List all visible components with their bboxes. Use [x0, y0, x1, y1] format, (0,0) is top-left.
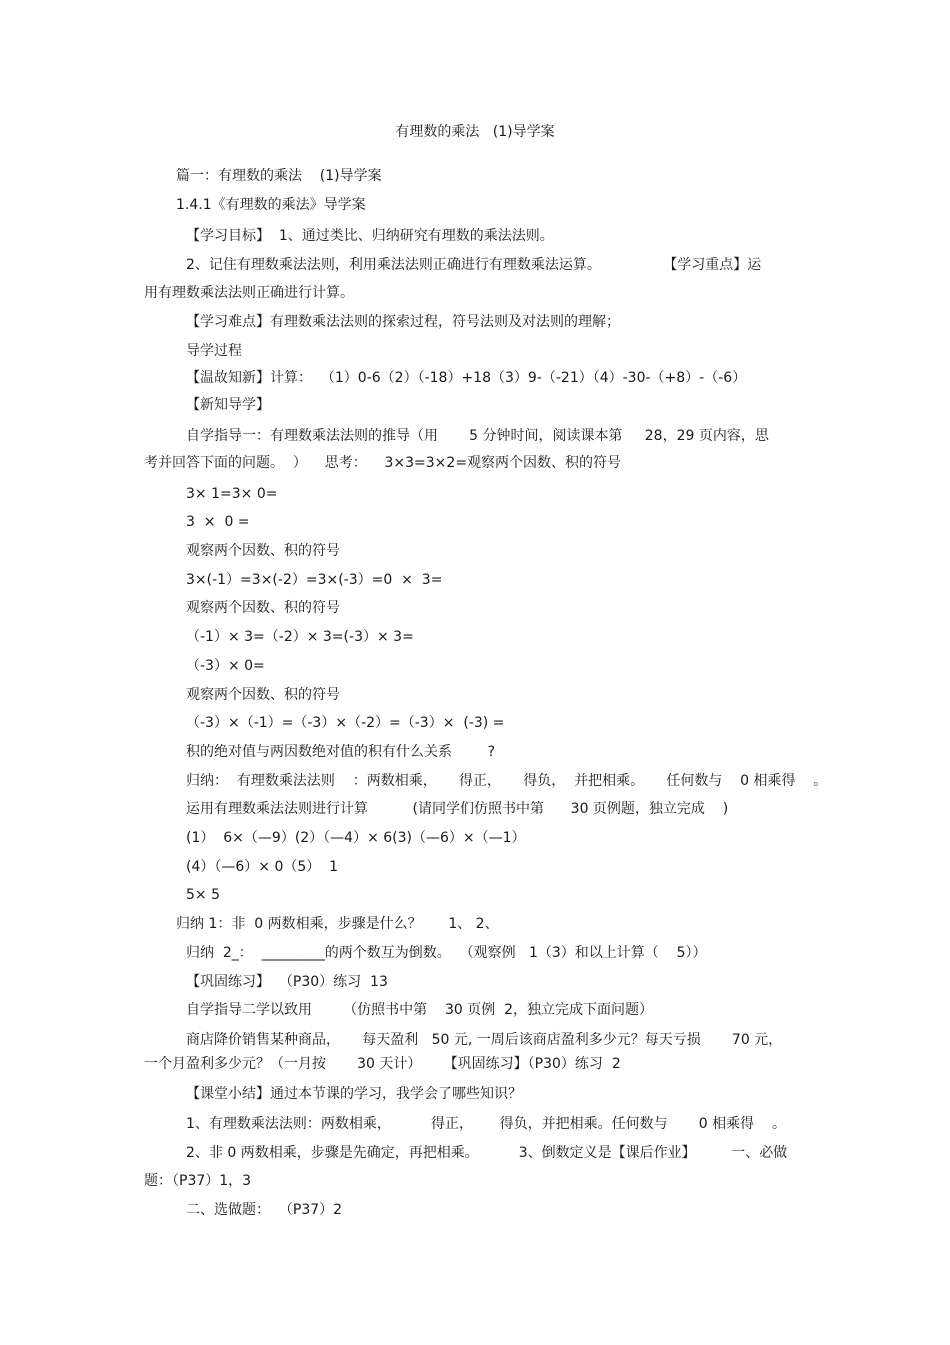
text-line: 3 × 0 =: [186, 514, 250, 530]
text-line: （-3）×（-1）=（-3）×（-2）=（-3）× (-3) =: [186, 715, 505, 731]
text-line: 归纳 1：非 0 两数相乘，步骤是什么？ 1、 2、: [176, 916, 499, 932]
text-line: 考并回答下面的问题。 ） 思考： 3×3=3×2=观察两个因数、积的符号: [144, 455, 622, 471]
page-title: 有理数的乘法 (1)导学案: [395, 124, 555, 140]
text-line: 【学习目标】 1、通过类比、归纳研究有理数的乘法法则。: [186, 228, 554, 244]
text-line: 2、非 0 两数相乘，步骤是先确定，再把相乘。 3、倒数定义是【课后作业】 一、必做: [186, 1145, 788, 1161]
text-line: 观察两个因数、积的符号: [186, 543, 340, 559]
text-line: 1、有理数乘法法则：两数相乘， 得正， 得负，并把相乘。任何数与 0 相乘得 。: [186, 1116, 786, 1132]
text-line: 2、记住有理数乘法法则，利用乘法法则正确进行有理数乘法运算。 【学习重点】运: [186, 257, 762, 273]
text-line: 观察两个因数、积的符号: [186, 600, 340, 616]
text-line: 观察两个因数、积的符号: [186, 687, 340, 703]
text-line: 【巩固练习】 （P30）练习 13: [186, 974, 388, 990]
text-line: （-3）× 0=: [186, 658, 265, 674]
text-line: 二、选做题： （P37）2: [186, 1202, 343, 1218]
subtitle: 1.4.1《有理数的乘法》导学案: [176, 197, 366, 213]
text-line: 【学习难点】有理数乘法法则的探索过程，符号法则及对法则的理解；: [186, 314, 620, 330]
text-line: 用有理数乘法法则正确进行计算。: [144, 285, 354, 301]
text-line: 【温故知新】计算： （1）0-6（2）（-18）+18（3）9-（-21）（4）-30-（+8）-（-6）: [186, 370, 747, 386]
text-line: (1） 6×（—9）(2）（—4）× 6(3)（—6）×（—1）: [186, 830, 526, 846]
text-line: (4）（—6）× 0（5） 1: [186, 859, 339, 875]
text-line: 3× 1=3× 0=: [186, 486, 278, 502]
text-line: （-1）× 3=（-2）× 3=(-3）× 3=: [186, 629, 414, 645]
text-line: 运用有理数乘法法则进行计算 (请同学们仿照书中第 30 页例题，独立完成 ): [186, 801, 729, 817]
text-line: 导学过程: [186, 343, 242, 359]
text-line: 归纳 2_： _________的两个数互为倒数。 （观察例 1（3）和以上计算（ 5））: [186, 945, 707, 961]
text-line: 积的绝对值与两因数绝对值的积有什么关系 ?: [186, 744, 496, 760]
text-line: 题：（P37）1，3: [144, 1173, 252, 1189]
text-line: 一个月盈利多少元？（一月按 30 天计） 【巩固练习】（P30）练习 2: [144, 1056, 621, 1072]
text-line: 归纳： 有理数乘法法则 ：两数相乘， 得正， 得负， 并把相乘。 任何数与 0 相乘得 。: [186, 773, 828, 789]
text-line: 商店降价销售某种商品， 每天盈利 50 元, 一周后该商店盈利多少元？每天亏损 70 元，: [186, 1032, 783, 1048]
text-line: 自学指导一：有理数乘法法则的推导（用 5 分钟时间，阅读课本第 28，29 页内容，思: [186, 428, 769, 444]
text-line: 3×(-1）=3×(-2）=3×(-3）=0 × 3=: [186, 572, 443, 588]
text-line: 【课堂小结】通过本节课的学习，我学会了哪些知识？: [186, 1086, 522, 1102]
text-line: 5× 5: [186, 887, 220, 903]
text-line: 【新知导学】: [186, 397, 270, 413]
text-line: 自学指导二学以致用 （仿照书中第 30 页例 2，独立完成下面问题）: [186, 1002, 654, 1018]
section-heading: 篇一：有理数的乘法 (1)导学案: [176, 168, 382, 184]
